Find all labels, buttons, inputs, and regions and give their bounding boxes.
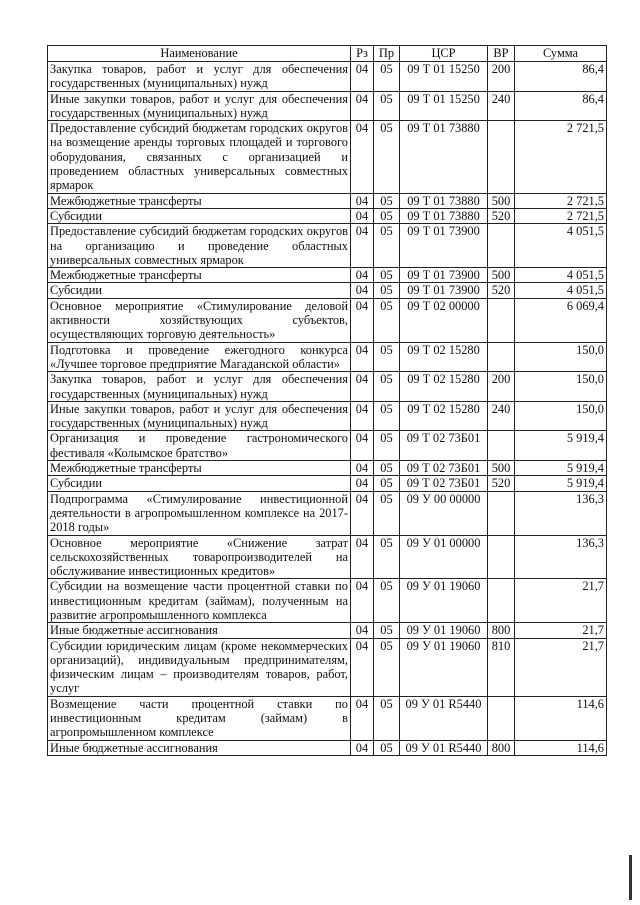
cell-rz: 04 xyxy=(351,476,374,491)
table-header-row xyxy=(48,46,607,62)
table-row xyxy=(48,62,607,92)
cell-name: Субсидии на возмещение части процентной ставки по инвестиционным кредитам (займам), полученным на развитие агропромышленного комплекса xyxy=(48,579,351,623)
document-page xyxy=(47,45,606,756)
cell-rz: 04 xyxy=(351,268,374,283)
cell-sum: 4 051,5 xyxy=(515,224,607,268)
cell-sum: 150,0 xyxy=(515,372,607,402)
cell-rz: 04 xyxy=(351,401,374,431)
cell-rz: 04 xyxy=(351,224,374,268)
cell-rz: 04 xyxy=(351,491,374,535)
cell-sum: 4 051,5 xyxy=(515,283,607,298)
cell-csr: 09 У 01 19060 xyxy=(400,623,488,638)
cell-vr xyxy=(488,224,515,268)
cell-csr: 09 Т 02 15280 xyxy=(400,372,488,402)
cell-csr: 09 Т 02 15280 xyxy=(400,342,488,372)
cell-csr: 09 Т 02 73Б01 xyxy=(400,431,488,461)
cell-pr: 05 xyxy=(374,401,400,431)
cell-csr: 09 Т 01 15250 xyxy=(400,91,488,121)
cell-rz: 04 xyxy=(351,283,374,298)
cell-pr: 05 xyxy=(374,91,400,121)
cell-vr: 240 xyxy=(488,401,515,431)
cell-vr xyxy=(488,696,515,740)
cell-vr: 240 xyxy=(488,91,515,121)
cell-pr: 05 xyxy=(374,342,400,372)
cell-csr: 09 У 01 00000 xyxy=(400,535,488,579)
table-row xyxy=(48,461,607,476)
cell-rz: 04 xyxy=(351,298,374,342)
cell-pr: 05 xyxy=(374,372,400,402)
table-row xyxy=(48,298,607,342)
table-row xyxy=(48,224,607,268)
table-row xyxy=(48,372,607,402)
cell-vr xyxy=(488,431,515,461)
cell-sum: 136,3 xyxy=(515,491,607,535)
cell-rz: 04 xyxy=(351,342,374,372)
header-csr: ЦСР xyxy=(400,46,488,62)
cell-csr: 09 Т 01 73900 xyxy=(400,224,488,268)
cell-name: Иные закупки товаров, работ и услуг для обеспечения государственных (муниципальных) нужд xyxy=(48,401,351,431)
cell-vr xyxy=(488,342,515,372)
cell-rz: 04 xyxy=(351,431,374,461)
cell-vr xyxy=(488,298,515,342)
table-row xyxy=(48,401,607,431)
cell-vr: 500 xyxy=(488,193,515,208)
cell-rz: 04 xyxy=(351,579,374,623)
header-name: Наименование xyxy=(48,46,351,62)
cell-csr: 09 У 01 R5440 xyxy=(400,740,488,755)
scan-edge-mark xyxy=(629,855,632,900)
cell-csr: 09 Т 01 73900 xyxy=(400,268,488,283)
cell-name: Подготовка и проведение ежегодного конкурса «Лучшее торговое предприятие Магаданской области» xyxy=(48,342,351,372)
cell-name: Субсидии xyxy=(48,476,351,491)
table-row xyxy=(48,431,607,461)
cell-rz: 04 xyxy=(351,208,374,223)
budget-table xyxy=(47,45,607,756)
cell-rz: 04 xyxy=(351,91,374,121)
cell-sum: 114,6 xyxy=(515,740,607,755)
cell-pr: 05 xyxy=(374,224,400,268)
table-row xyxy=(48,623,607,638)
table-row xyxy=(48,193,607,208)
cell-sum: 4 051,5 xyxy=(515,268,607,283)
header-vr: ВР xyxy=(488,46,515,62)
table-row xyxy=(48,740,607,755)
cell-pr: 05 xyxy=(374,476,400,491)
cell-pr: 05 xyxy=(374,491,400,535)
cell-name: Субсидии юридическим лицам (кроме некоммерческих организаций), индивидуальным предпринимателям, физическим лицам – производителям товаров, работ, услуг xyxy=(48,638,351,696)
cell-sum: 150,0 xyxy=(515,342,607,372)
cell-sum: 5 919,4 xyxy=(515,461,607,476)
cell-vr xyxy=(488,121,515,193)
cell-csr: 09 Т 02 73Б01 xyxy=(400,476,488,491)
table-body xyxy=(48,62,607,756)
cell-rz: 04 xyxy=(351,62,374,92)
cell-sum: 21,7 xyxy=(515,623,607,638)
cell-sum: 150,0 xyxy=(515,401,607,431)
cell-vr xyxy=(488,535,515,579)
cell-csr: 09 У 01 R5440 xyxy=(400,696,488,740)
cell-vr: 520 xyxy=(488,476,515,491)
cell-name: Подпрограмма «Стимулирование инвестиционной деятельности в агропромышленном комплексе на 2017-2018 годы» xyxy=(48,491,351,535)
cell-pr: 05 xyxy=(374,268,400,283)
cell-name: Иные закупки товаров, работ и услуг для обеспечения государственных (муниципальных) нужд xyxy=(48,91,351,121)
cell-pr: 05 xyxy=(374,696,400,740)
header-rz: Рз xyxy=(351,46,374,62)
cell-name: Закупка товаров, работ и услуг для обеспечения государственных (муниципальных) нужд xyxy=(48,372,351,402)
cell-name: Межбюджетные трансферты xyxy=(48,193,351,208)
cell-sum: 2 721,5 xyxy=(515,121,607,193)
cell-csr: 09 Т 02 73Б01 xyxy=(400,461,488,476)
header-sum: Сумма xyxy=(515,46,607,62)
cell-sum: 2 721,5 xyxy=(515,208,607,223)
cell-sum: 86,4 xyxy=(515,91,607,121)
cell-sum: 21,7 xyxy=(515,579,607,623)
cell-name: Основное мероприятие «Стимулирование деловой активности хозяйствующих субъектов, осуществляющих торговую деятельность» xyxy=(48,298,351,342)
cell-sum: 6 069,4 xyxy=(515,298,607,342)
cell-pr: 05 xyxy=(374,461,400,476)
cell-sum: 21,7 xyxy=(515,638,607,696)
cell-pr: 05 xyxy=(374,62,400,92)
table-row xyxy=(48,283,607,298)
table-row xyxy=(48,638,607,696)
table-row xyxy=(48,491,607,535)
cell-sum: 2 721,5 xyxy=(515,193,607,208)
cell-name: Иные бюджетные ассигнования xyxy=(48,623,351,638)
table-row xyxy=(48,476,607,491)
cell-vr xyxy=(488,491,515,535)
cell-pr: 05 xyxy=(374,298,400,342)
cell-rz: 04 xyxy=(351,696,374,740)
cell-sum: 114,6 xyxy=(515,696,607,740)
table-row xyxy=(48,268,607,283)
cell-rz: 04 xyxy=(351,535,374,579)
cell-sum: 86,4 xyxy=(515,62,607,92)
cell-csr: 09 Т 02 00000 xyxy=(400,298,488,342)
table-row xyxy=(48,579,607,623)
cell-name: Возмещение части процентной ставки по инвестиционным кредитам (займам) в агропромышленном комплексе xyxy=(48,696,351,740)
cell-name: Предоставление субсидий бюджетам городских округов на возмещение аренды торговых площадей и торгового оборудования, связанных с организацией и проведением областных универсальных совместных ярмарок xyxy=(48,121,351,193)
cell-vr: 520 xyxy=(488,208,515,223)
header-pr: Пр xyxy=(374,46,400,62)
cell-sum: 5 919,4 xyxy=(515,431,607,461)
cell-pr: 05 xyxy=(374,121,400,193)
cell-pr: 05 xyxy=(374,740,400,755)
cell-rz: 04 xyxy=(351,372,374,402)
cell-vr: 800 xyxy=(488,623,515,638)
cell-vr xyxy=(488,579,515,623)
cell-pr: 05 xyxy=(374,638,400,696)
cell-rz: 04 xyxy=(351,193,374,208)
table-row xyxy=(48,121,607,193)
cell-sum: 5 919,4 xyxy=(515,476,607,491)
cell-csr: 09 У 01 19060 xyxy=(400,638,488,696)
table-row xyxy=(48,342,607,372)
cell-sum: 136,3 xyxy=(515,535,607,579)
cell-rz: 04 xyxy=(351,638,374,696)
cell-csr: 09 Т 02 15280 xyxy=(400,401,488,431)
cell-pr: 05 xyxy=(374,208,400,223)
cell-name: Предоставление субсидий бюджетам городских округов на организацию и проведение областных универсальных совместных ярмарок xyxy=(48,224,351,268)
cell-rz: 04 xyxy=(351,461,374,476)
cell-pr: 05 xyxy=(374,535,400,579)
cell-csr: 09 Т 01 15250 xyxy=(400,62,488,92)
cell-pr: 05 xyxy=(374,193,400,208)
cell-name: Межбюджетные трансферты xyxy=(48,268,351,283)
table-row xyxy=(48,696,607,740)
cell-csr: 09 Т 01 73880 xyxy=(400,121,488,193)
cell-rz: 04 xyxy=(351,623,374,638)
cell-name: Межбюджетные трансферты xyxy=(48,461,351,476)
cell-vr: 200 xyxy=(488,372,515,402)
cell-csr: 09 У 01 19060 xyxy=(400,579,488,623)
cell-name: Субсидии xyxy=(48,208,351,223)
cell-vr: 810 xyxy=(488,638,515,696)
cell-vr: 800 xyxy=(488,740,515,755)
cell-name: Закупка товаров, работ и услуг для обеспечения государственных (муниципальных) нужд xyxy=(48,62,351,92)
cell-pr: 05 xyxy=(374,283,400,298)
cell-name: Основное мероприятие «Снижение затрат сельскохозяйственных товаропроизводителей на обслуживание инвестиционных кредитов» xyxy=(48,535,351,579)
cell-rz: 04 xyxy=(351,121,374,193)
table-row xyxy=(48,208,607,223)
cell-csr: 09 У 00 00000 xyxy=(400,491,488,535)
cell-name: Иные бюджетные ассигнования xyxy=(48,740,351,755)
cell-pr: 05 xyxy=(374,579,400,623)
cell-csr: 09 Т 01 73900 xyxy=(400,283,488,298)
cell-rz: 04 xyxy=(351,740,374,755)
table-row xyxy=(48,535,607,579)
cell-vr: 520 xyxy=(488,283,515,298)
cell-vr: 200 xyxy=(488,62,515,92)
cell-csr: 09 Т 01 73880 xyxy=(400,193,488,208)
cell-vr: 500 xyxy=(488,268,515,283)
cell-pr: 05 xyxy=(374,623,400,638)
cell-vr: 500 xyxy=(488,461,515,476)
cell-name: Субсидии xyxy=(48,283,351,298)
cell-pr: 05 xyxy=(374,431,400,461)
table-row xyxy=(48,91,607,121)
cell-name: Организация и проведение гастрономического фестиваля «Колымское братство» xyxy=(48,431,351,461)
cell-csr: 09 Т 01 73880 xyxy=(400,208,488,223)
